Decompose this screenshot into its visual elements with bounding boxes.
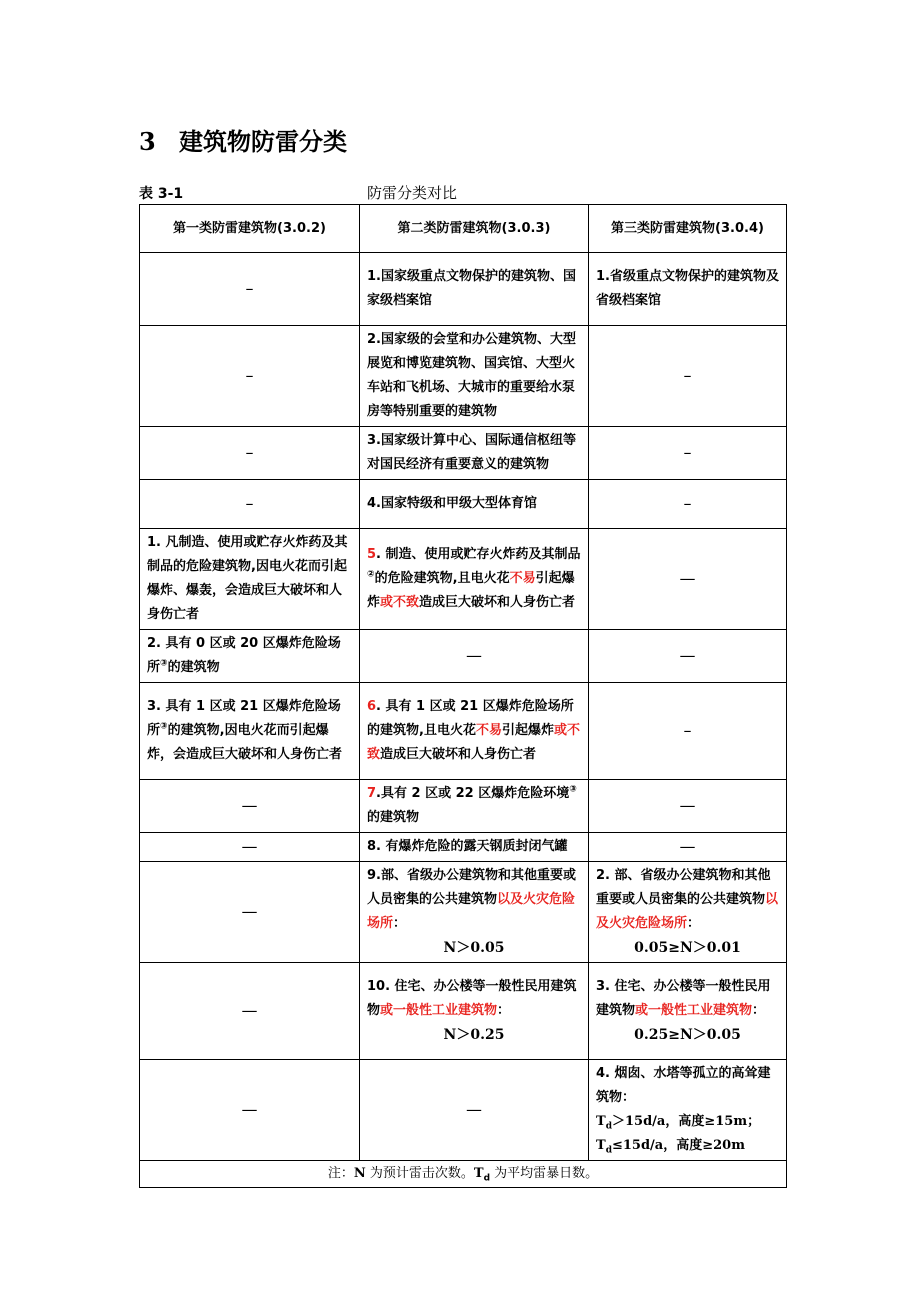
- table-caption: 防雷分类对比: [367, 184, 458, 202]
- highlight-text: 不易: [475, 723, 502, 738]
- cell-text: 1.国家级重点文物保护的建筑物、国家级档案馆: [360, 253, 589, 326]
- table-row: [140, 833, 787, 862]
- cell-dash: –: [589, 480, 787, 529]
- section-title-text: 建筑物防雷分类: [179, 127, 347, 156]
- cell-dash: —: [140, 862, 360, 963]
- table-note: 注：N 为预计雷击次数。$T_d$ 为平均雷暴日数。: [140, 1161, 787, 1188]
- formula: N＞0.25: [443, 1027, 505, 1043]
- item-number: 6: [367, 699, 377, 714]
- table-row: [140, 963, 787, 1060]
- cell-text: 8. 有爆炸危险的露天钢质封闭气罐: [360, 833, 589, 862]
- table-row: [140, 253, 787, 326]
- cell-text: 10. 住宅、办公楼等一般性民用建筑物或一般性工业建筑物： N＞0.25: [360, 963, 589, 1060]
- header-class-2: 第二类防雷建筑物(3.0.3): [360, 205, 589, 253]
- formula: 0.25≥N＞0.05: [634, 1027, 741, 1043]
- highlight-text: 或一般性工业建筑物: [635, 1003, 753, 1018]
- table-row: [140, 683, 787, 780]
- cell-text: 4.国家特级和甲级大型体育馆: [360, 480, 589, 529]
- section-title: [139, 122, 347, 157]
- table-row: [140, 630, 787, 683]
- table-row: [140, 480, 787, 529]
- cell-dash: —: [589, 630, 787, 683]
- classification-table: [139, 204, 787, 1188]
- cell-text: 1. 凡制造、使用或贮存火炸药及其制品的危险建筑物,因电火花而引起爆炸、爆轰，会造成巨大破坏和人身伤亡者: [140, 529, 360, 630]
- cell-dash: –: [140, 253, 360, 326]
- formula: $T_d\le 15d/a$，高度≥20m: [596, 1138, 745, 1156]
- item-number: 5: [367, 547, 377, 562]
- cell-dash: –: [589, 427, 787, 480]
- cell-dash: —: [140, 780, 360, 833]
- cell-dash: —: [140, 963, 360, 1060]
- formula: 0.05≥N＞0.01: [634, 940, 741, 956]
- highlight-text: 或不致: [380, 595, 420, 610]
- cell-dash: —: [589, 833, 787, 862]
- cell-text: 2. 具有 0 区或 20 区爆炸危险场所③的建筑物: [140, 630, 360, 683]
- cell-dash: –: [140, 480, 360, 529]
- table-row: [140, 326, 787, 427]
- table-number: 表 3-1: [139, 186, 184, 202]
- section-number: 3: [139, 127, 156, 156]
- cell-text: 3. 具有 1 区或 21 区爆炸危险场所③的建筑物,因电火花而引起爆炸，会造成巨大破坏和人身伤亡者: [140, 683, 360, 780]
- cell-dash: —: [360, 630, 589, 683]
- note-row: [140, 1161, 787, 1188]
- header-class-3: 第三类防雷建筑物(3.0.4): [589, 205, 787, 253]
- cell-text: 1.省级重点文物保护的建筑物及省级档案馆: [589, 253, 787, 326]
- cell-text: 9.部、省级办公建筑物和其他重要或人员密集的公共建筑物以及火灾危险场所： N＞0.05: [360, 862, 589, 963]
- highlight-text: 或一般性工业建筑物: [380, 1003, 498, 1018]
- highlight-text: 以及火灾危险场所: [596, 892, 779, 931]
- cell-text: 4. 烟囱、水塔等孤立的高耸建筑物： $T_d>15d/a$，高度≥15m； $T_d\le 15d/a$，高度≥20m: [589, 1060, 787, 1161]
- table-row: [140, 427, 787, 480]
- cell-dash: –: [589, 326, 787, 427]
- header-row: [140, 205, 787, 253]
- cell-text: 7.具有 2 区或 22 区爆炸危险环境③的建筑物: [360, 780, 589, 833]
- item-number: 7: [367, 786, 377, 801]
- formula: N＞0.05: [443, 940, 505, 956]
- cell-text: 5. 制造、使用或贮存火炸药及其制品②的危险建筑物,且电火花不易引起爆炸或不致造成巨大破坏和人身伤亡者: [360, 529, 589, 630]
- cell-text: 3.国家级计算中心、国际通信枢纽等对国民经济有重要意义的建筑物: [360, 427, 589, 480]
- cell-dash: —: [140, 1060, 360, 1161]
- cell-dash: —: [360, 1060, 589, 1161]
- table-row: [140, 1060, 787, 1161]
- cell-dash: —: [589, 780, 787, 833]
- header-class-1: 第一类防雷建筑物(3.0.2): [140, 205, 360, 253]
- cell-dash: —: [140, 833, 360, 862]
- table-row: [140, 780, 787, 833]
- cell-dash: –: [140, 427, 360, 480]
- cell-dash: –: [589, 683, 787, 780]
- cell-dash: –: [140, 326, 360, 427]
- highlight-text: 以及火灾危险场所: [367, 892, 576, 931]
- table-row: [140, 862, 787, 963]
- cell-text: 3. 住宅、办公楼等一般性民用建筑物或一般性工业建筑物： 0.25≥N＞0.05: [589, 963, 787, 1060]
- highlight-text: 不易: [509, 571, 536, 586]
- highlight-text: 或不致: [367, 723, 580, 762]
- cell-text: 2.国家级的会堂和办公建筑物、大型展览和博览建筑物、国宾馆、大型火车站和飞机场、大城市的重要给水泵房等特别重要的建筑物: [360, 326, 589, 427]
- formula: $T_d>15d/a$，高度≥15m；: [596, 1114, 761, 1132]
- cell-text: 2. 部、省级办公建筑物和其他重要或人员密集的公共建筑物以及火灾危险场所： 0.05≥N＞0.01: [589, 862, 787, 963]
- table-row: [140, 529, 787, 630]
- cell-text: 6. 具有 1 区或 21 区爆炸危险场所的建筑物,且电火花不易引起爆炸或不致造成巨大破坏和人身伤亡者: [360, 683, 589, 780]
- cell-dash: —: [589, 529, 787, 630]
